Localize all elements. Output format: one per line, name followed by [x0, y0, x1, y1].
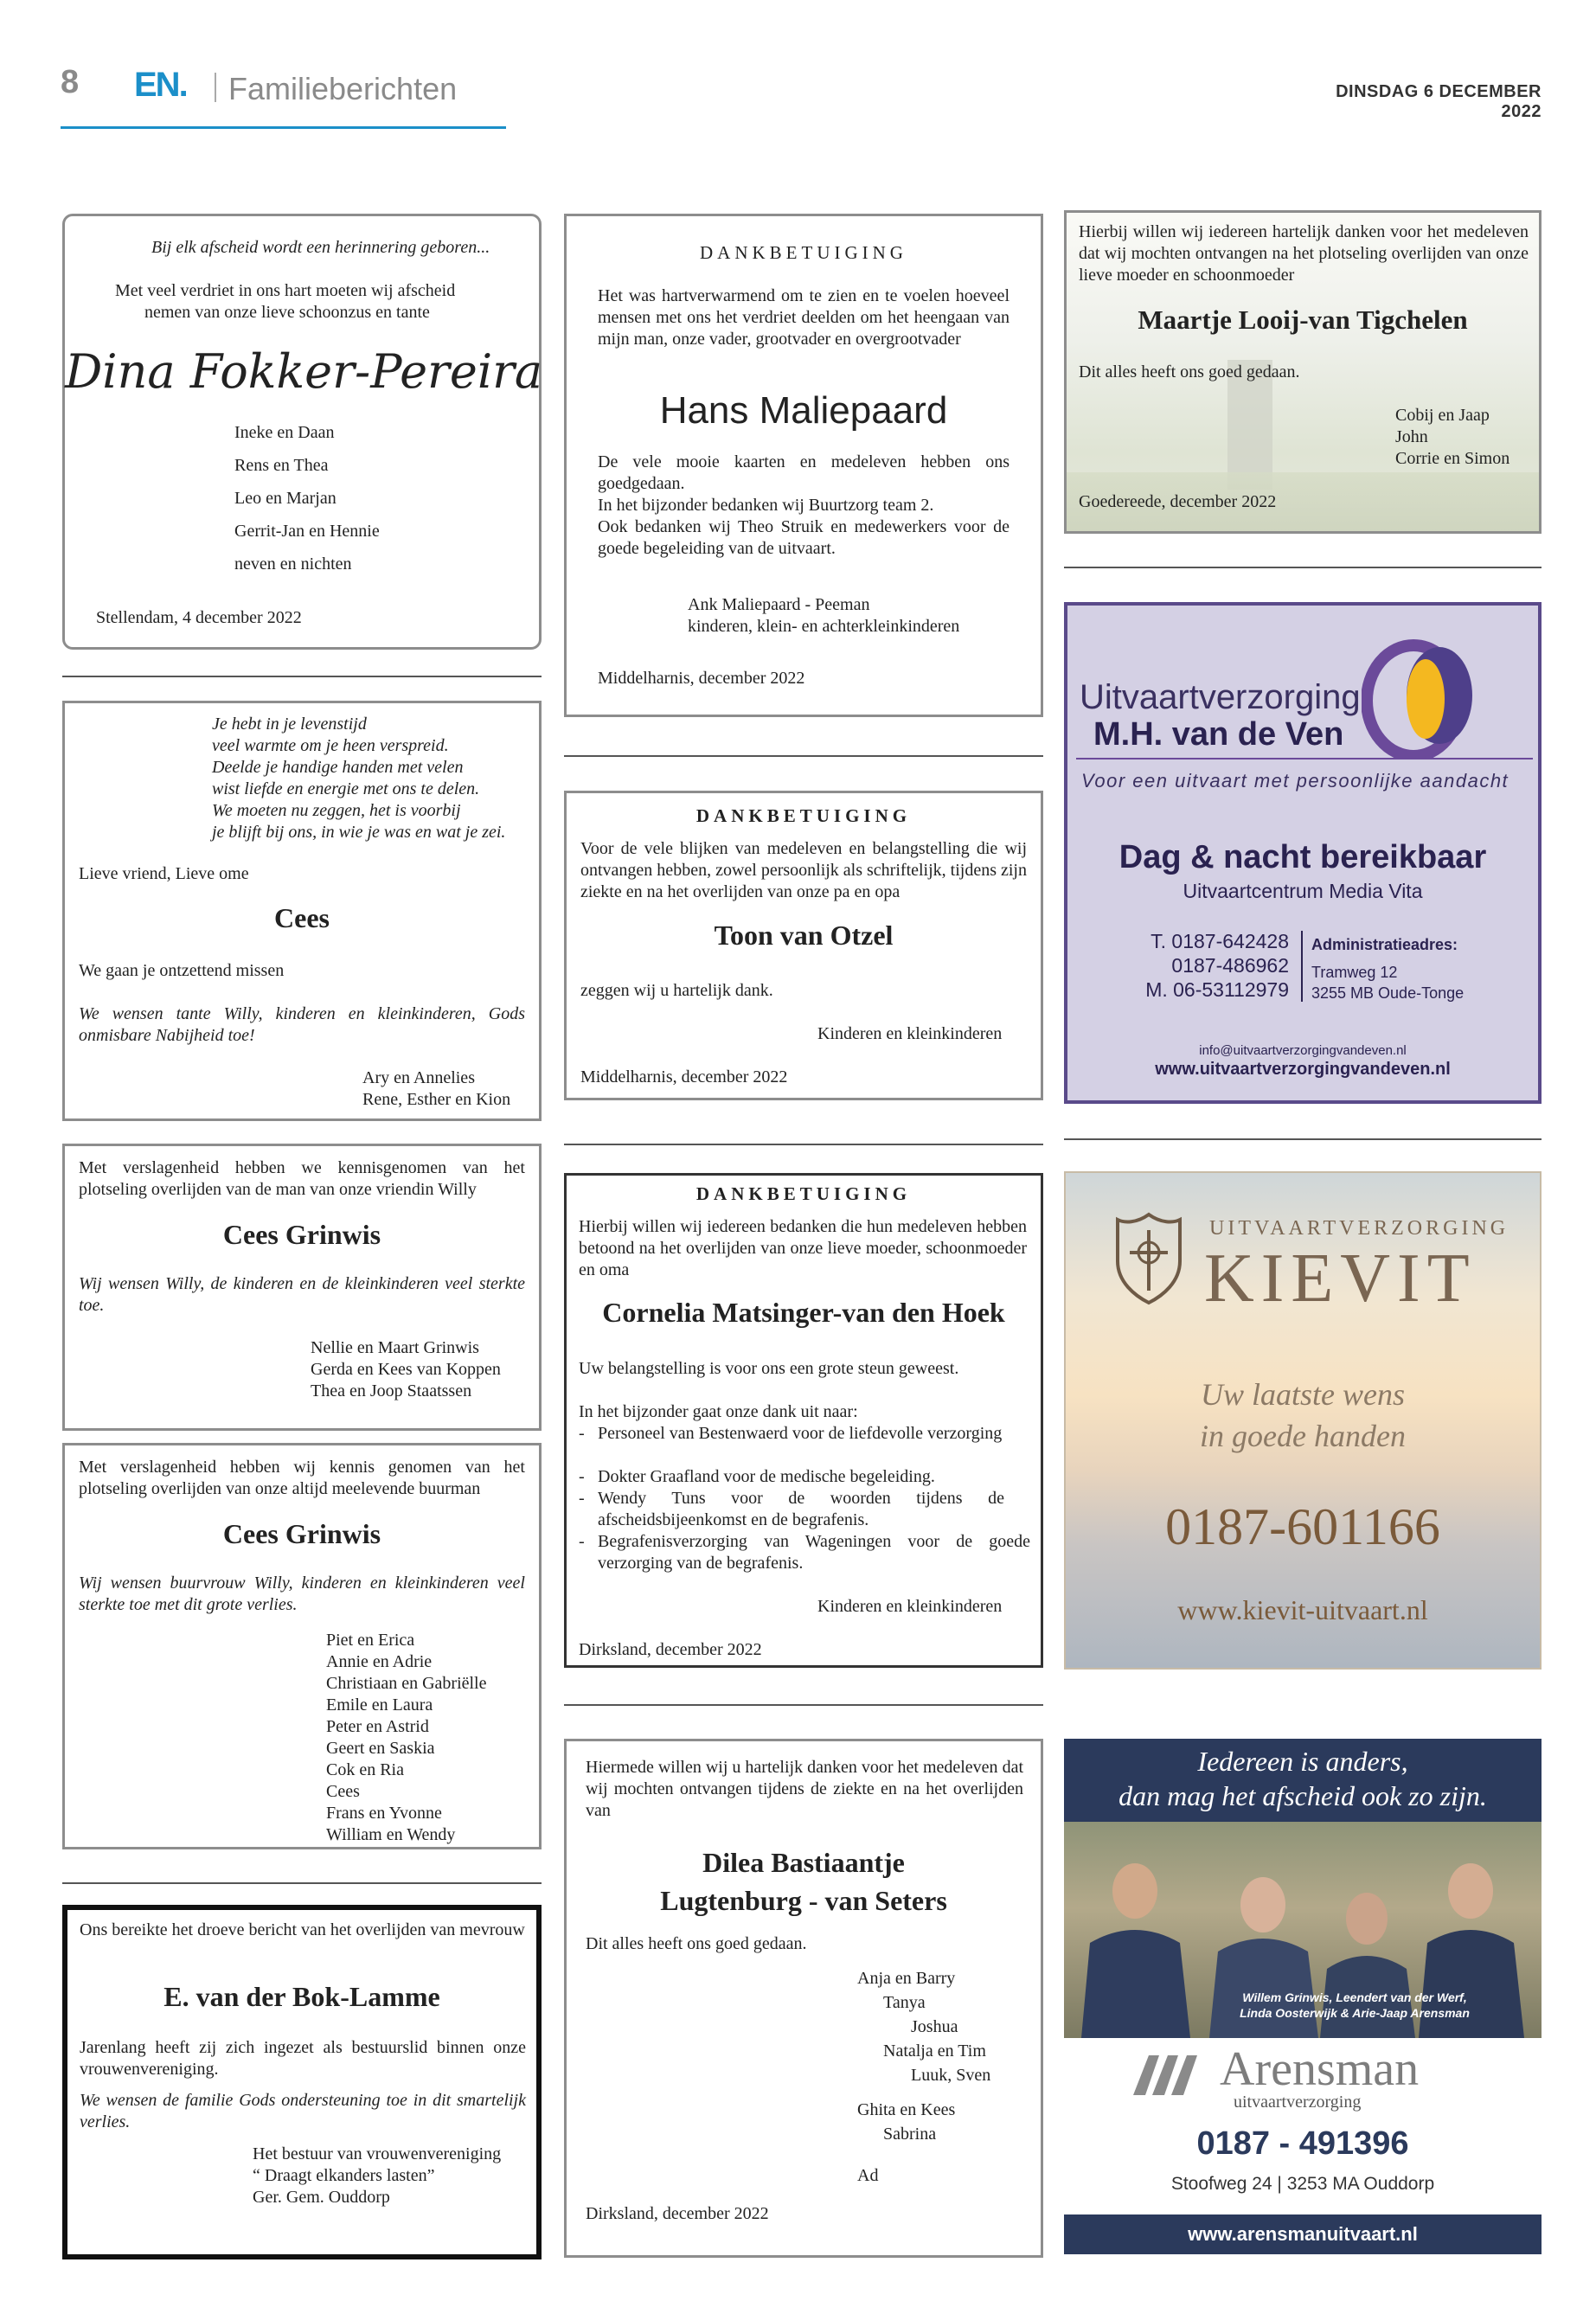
slogan: Uw laatste wens	[1200, 1377, 1405, 1412]
signer: Kinderen en kleinkinderen	[817, 1597, 1003, 1616]
message: We gaan je ontzettend missen	[79, 961, 285, 980]
notice-toon-van-otzel	[564, 791, 1043, 1100]
message: zeggen wij u hartelijk dank.	[580, 981, 773, 1000]
brand-name: M.H. van de Ven	[1093, 716, 1344, 753]
message: Met verslagenheid hebben wij kennis genomen van het plotseling overlijden van onze altijd meelevende buurman	[79, 1458, 525, 1498]
headline: Dag & nacht bereikbaar	[1118, 839, 1487, 875]
signer: Corrie en Simon	[1395, 449, 1510, 468]
notice-cees-grinwis-2	[62, 1443, 542, 1849]
wish: Wij wensen Willy, de kinderen en de kleinkinderen veel sterkte toe.	[79, 1274, 525, 1315]
signer: Joshua	[911, 2017, 958, 2036]
heading: DANKBETUIGING	[695, 1183, 912, 1204]
signer: William en Wendy	[326, 1825, 456, 1844]
signer: Rens en Thea	[234, 456, 329, 475]
ad-arensman[interactable]	[1064, 1739, 1542, 2261]
email-link[interactable]: info@uitvaartverzorgingvandeven.nl	[1199, 1043, 1407, 1058]
signer: Anja en Barry	[857, 1969, 956, 1988]
signer: neven en nichten	[234, 554, 352, 574]
separator	[564, 1144, 1043, 1145]
ad-vandeven[interactable]	[1064, 602, 1542, 1104]
signer: Ghita en Kees	[857, 2100, 956, 2119]
vandeven-logo	[1362, 638, 1483, 760]
deceased-name: E. van der Bok-Lamme	[163, 1981, 440, 2012]
intro-line: Met veel verdriet in ons hart moeten wij afscheid	[115, 281, 456, 300]
message: De vele mooie kaarten en medeleven hebben ons goedgedaan.	[598, 452, 1010, 493]
signer: Cok en Ria	[326, 1760, 404, 1779]
signer: Cees	[326, 1782, 360, 1801]
brand-line: Uitvaartverzorging	[1080, 678, 1361, 716]
phone[interactable]: T. 0187-642428	[1151, 930, 1289, 952]
signer: Gerrit-Jan en Hennie	[234, 522, 380, 541]
section-title: Familieberichten	[228, 71, 458, 106]
greeting: Lieve vriend, Lieve ome	[79, 864, 249, 883]
signer: “ Draagt elkanders lasten”	[253, 2166, 435, 2185]
address-line: Tramweg 12	[1311, 964, 1398, 981]
header-divider	[215, 73, 216, 102]
photo-caption: Willem Grinwis, Leendert van der Werf,	[1242, 1990, 1467, 2004]
place-date: Middelharnis, december 2022	[598, 669, 805, 688]
poem-line: veel warmte om je heen verspreid.	[212, 736, 449, 755]
address-line: Stoofweg 24 | 3253 MA Ouddorp	[1170, 2174, 1435, 2194]
kievit-top: UITVAARTVERZORGING	[1209, 1217, 1509, 1240]
signer: Ad	[857, 2166, 879, 2185]
separator	[62, 1882, 542, 1884]
divider	[1076, 758, 1533, 760]
message: In het bijzonder bedanken wij Buurtzorg team 2.	[598, 496, 934, 515]
separator	[1064, 1138, 1542, 1140]
tagline: Voor een uitvaart met persoonlijke aandacht	[1081, 770, 1509, 792]
heading: DANKBETUIGING	[695, 805, 912, 826]
signer: Ineke en Daan	[234, 423, 335, 442]
message: Dit alles heeft ons goed gedaan.	[586, 1934, 807, 1953]
heading: DANKBETUIGING	[700, 242, 907, 263]
deceased-name: Dilea Bastiaantje	[702, 1847, 905, 1878]
message: Voor de vele blijken van medeleven en belangstelling die wij ontvangen hebben, zowel persoonlijk als schriftelijk, tijdens zijn ziekte en na het overlijden van onze pa en opa	[580, 839, 1027, 901]
message: In het bijzonder gaat onze dank uit naar:	[579, 1402, 858, 1421]
signer: Nellie en Maart Grinwis	[311, 1338, 479, 1357]
separator	[62, 676, 542, 677]
message: Ons bereikte het droeve bericht van het overlijden van mevrouw	[80, 1920, 525, 1939]
deceased-name: Lugtenburg - van Seters	[660, 1885, 947, 1916]
poem-line: wist liefde en energie met ons te delen.	[212, 779, 480, 798]
wish: Wij wensen buurvrouw Willy, kinderen en kleinkinderen veel sterkte toe met dit grote verlies.	[79, 1574, 525, 1614]
photo-caption: Linda Oosterwijk & Arie-Jaap Arensman	[1240, 2006, 1470, 2020]
signer: Frans en Yvonne	[326, 1804, 442, 1823]
signer: Thea en Joop Staatssen	[311, 1381, 472, 1400]
message: Het was hartverwarmend om te zien en te voelen hoeveel mensen met ons het verdriet deelden om het heengaan van mijn man, onze vader, grootvader en overgrootvader	[598, 286, 1010, 349]
notice-dina-fokker	[62, 214, 542, 650]
notice-cees-grinwis-1	[62, 1144, 542, 1431]
signer: Leo en Marjan	[234, 489, 337, 508]
message: Uw belangstelling is voor ons een grote steun geweest.	[579, 1359, 959, 1378]
kievit-crest-icon	[1112, 1211, 1185, 1306]
arensman-sub: uitvaartverzorging	[1234, 2093, 1362, 2112]
signer: Tanya	[883, 1993, 926, 2012]
phone[interactable]: 0187-486962	[1171, 954, 1289, 977]
phone[interactable]: M. 06-53112979	[1145, 978, 1289, 1001]
message: Ook bedanken wij Theo Struik en medewerkers voor de goede begeleiding van de uitvaart.	[598, 517, 1010, 558]
signer: Luuk, Sven	[911, 2066, 991, 2085]
divider	[1301, 931, 1303, 1002]
signer: Cobij en Jaap	[1395, 406, 1490, 425]
signer: Annie en Adrie	[326, 1652, 433, 1671]
slogan: in goede handen	[1200, 1419, 1406, 1453]
notice-van-der-bok	[62, 1905, 542, 2259]
notice-hans-maliepaard	[564, 214, 1043, 717]
page-number: 8	[61, 64, 80, 100]
signer: Christiaan en Gabriëlle	[326, 1674, 487, 1693]
list-item: - Begrafenisverzorging van Wageningen voor de goede verzorging van de begrafenis.	[579, 1532, 1030, 1573]
signer: Geert en Saskia	[326, 1739, 435, 1758]
deceased-name: Toon van Otzel	[714, 920, 894, 951]
notice-maartje-looij	[1064, 210, 1542, 534]
separator	[564, 755, 1043, 757]
place-date: Middelharnis, december 2022	[580, 1067, 788, 1086]
poem-line: Deelde je handige handen met velen	[212, 758, 464, 777]
message: Hiermede willen wij u hartelijk danken voor het medeleven dat wij mochten ontvangen tijdens de ziekte en na het overlijden van	[586, 1758, 1023, 1820]
signer: Piet en Erica	[326, 1631, 415, 1650]
arensman-phone[interactable]: 0187 - 491396	[1196, 2125, 1409, 2162]
signer: Het bestuur van vrouwenvereniging	[253, 2144, 502, 2163]
ad-kievit[interactable]	[1064, 1171, 1542, 1670]
intro-line: nemen van onze lieve schoonzus en tante	[144, 303, 430, 322]
address-line: 3255 MB Oude-Tonge	[1311, 984, 1465, 1002]
message: Jarenlang heeft zij zich ingezet als bestuurslid binnen onze vrouwenvereniging.	[80, 2038, 526, 2079]
arensman-logo-icon	[1133, 2055, 1211, 2095]
signer: Ary en Annelies	[362, 1068, 475, 1087]
deceased-name: Maartje Looij-van Tigchelen	[1138, 304, 1468, 335]
message: Hierbij willen wij iedereen bedanken die hun medeleven hebben betoond na het overlijden van onze lieve moeder, schoonmoeder en oma	[579, 1217, 1027, 1279]
poem-line: We moeten nu zeggen, het is voorbij	[212, 801, 461, 820]
place-date: Goedereede, december 2022	[1079, 492, 1277, 511]
list-item: - Wendy Tuns voor de woorden tijdens de afscheidsbijeenkomst en de begrafenis.	[579, 1489, 1004, 1529]
headline: Iedereen is anders,	[1197, 1746, 1408, 1777]
website-link[interactable]: www.kievit-uitvaart.nl	[1177, 1594, 1428, 1625]
poem-line: je blijft bij ons, in wie je was en wat je zei.	[212, 823, 506, 842]
signer: Rene, Esther en Kion	[362, 1090, 511, 1109]
signer: kinderen, klein- en achterkleinkinderen	[688, 617, 960, 636]
signer: John	[1395, 427, 1428, 446]
motto: Bij elk afscheid wordt een herinnering geboren...	[151, 238, 490, 257]
deceased-name: Hans Maliepaard	[659, 389, 948, 432]
place-date: Dirksland, december 2022	[586, 2204, 769, 2223]
signer: Ger. Gem. Ouddorp	[253, 2188, 390, 2207]
notice-cees	[62, 701, 542, 1121]
poem-line: Je hebt in je levenstijd	[212, 715, 367, 734]
deceased-name: Cornelia Matsinger-van den Hoek	[602, 1297, 1005, 1328]
place-date: Stellendam, 4 december 2022	[96, 608, 302, 627]
signer: Sabrina	[883, 2125, 937, 2144]
website-link[interactable]: www.arensmanuitvaart.nl	[1188, 2223, 1418, 2245]
kievit-brand: KIEVIT	[1204, 1240, 1477, 1317]
arensman-brand: Arensman	[1220, 2042, 1420, 2096]
separator	[564, 1704, 1043, 1706]
signer: Ank Maliepaard - Peeman	[688, 595, 870, 614]
wish: We wensen tante Willy, kinderen en kleinkinderen, Gods onmisbare Nabijheid toe!	[79, 1004, 525, 1045]
signer: Natalja en Tim	[883, 2041, 986, 2061]
deceased-name: Cees	[274, 902, 330, 933]
message: Dit alles heeft ons goed gedaan.	[1079, 362, 1300, 381]
kievit-phone[interactable]: 0187-601166	[1165, 1498, 1440, 1555]
headline: dan mag het afscheid ook zo zijn.	[1118, 1780, 1487, 1811]
message: Hierbij willen wij iedereen hartelijk danken voor het medeleven dat wij mochten ontvangen na het plotseling overlijden van onze lieve moeder en schoonmoeder	[1079, 222, 1529, 285]
deceased-name: Cees Grinwis	[222, 1219, 381, 1250]
signer: Emile en Laura	[326, 1695, 433, 1715]
signer: Kinderen en kleinkinderen	[817, 1024, 1003, 1043]
deceased-name: Cees Grinwis	[222, 1518, 381, 1549]
wish: We wensen de familie Gods ondersteuning toe in dit smartelijk verlies.	[80, 2091, 526, 2131]
notice-dilea-bastiaantje	[564, 1739, 1043, 2258]
center-name: Uitvaartcentrum Media Vita	[1183, 880, 1423, 902]
address-label: Administratieadres:	[1311, 936, 1458, 953]
deceased-name: Dina Fokker-Pereira	[65, 344, 543, 399]
separator	[1064, 567, 1542, 568]
notice-cornelia-matsinger	[564, 1173, 1043, 1668]
signer: Gerda en Kees van Koppen	[311, 1360, 501, 1379]
header-rule	[61, 126, 506, 129]
issue-date: DINSDAG 6 DECEMBER 2022	[1336, 82, 1542, 121]
message: Met verslagenheid hebben we kennisgenomen van het plotseling overlijden van de man van onze vriendin Willy	[79, 1158, 525, 1199]
website-link[interactable]: www.uitvaartverzorgingvandeven.nl	[1155, 1060, 1451, 1079]
list-item: - Dokter Graafland voor de medische begeleiding.	[579, 1467, 935, 1486]
signer: Peter en Astrid	[326, 1717, 429, 1736]
list-item: - Personeel van Bestenwaerd voor de liefdevolle verzorging	[579, 1424, 1003, 1443]
newspaper-logo[interactable]: EN.	[134, 66, 187, 104]
place-date: Dirksland, december 2022	[579, 1640, 762, 1659]
